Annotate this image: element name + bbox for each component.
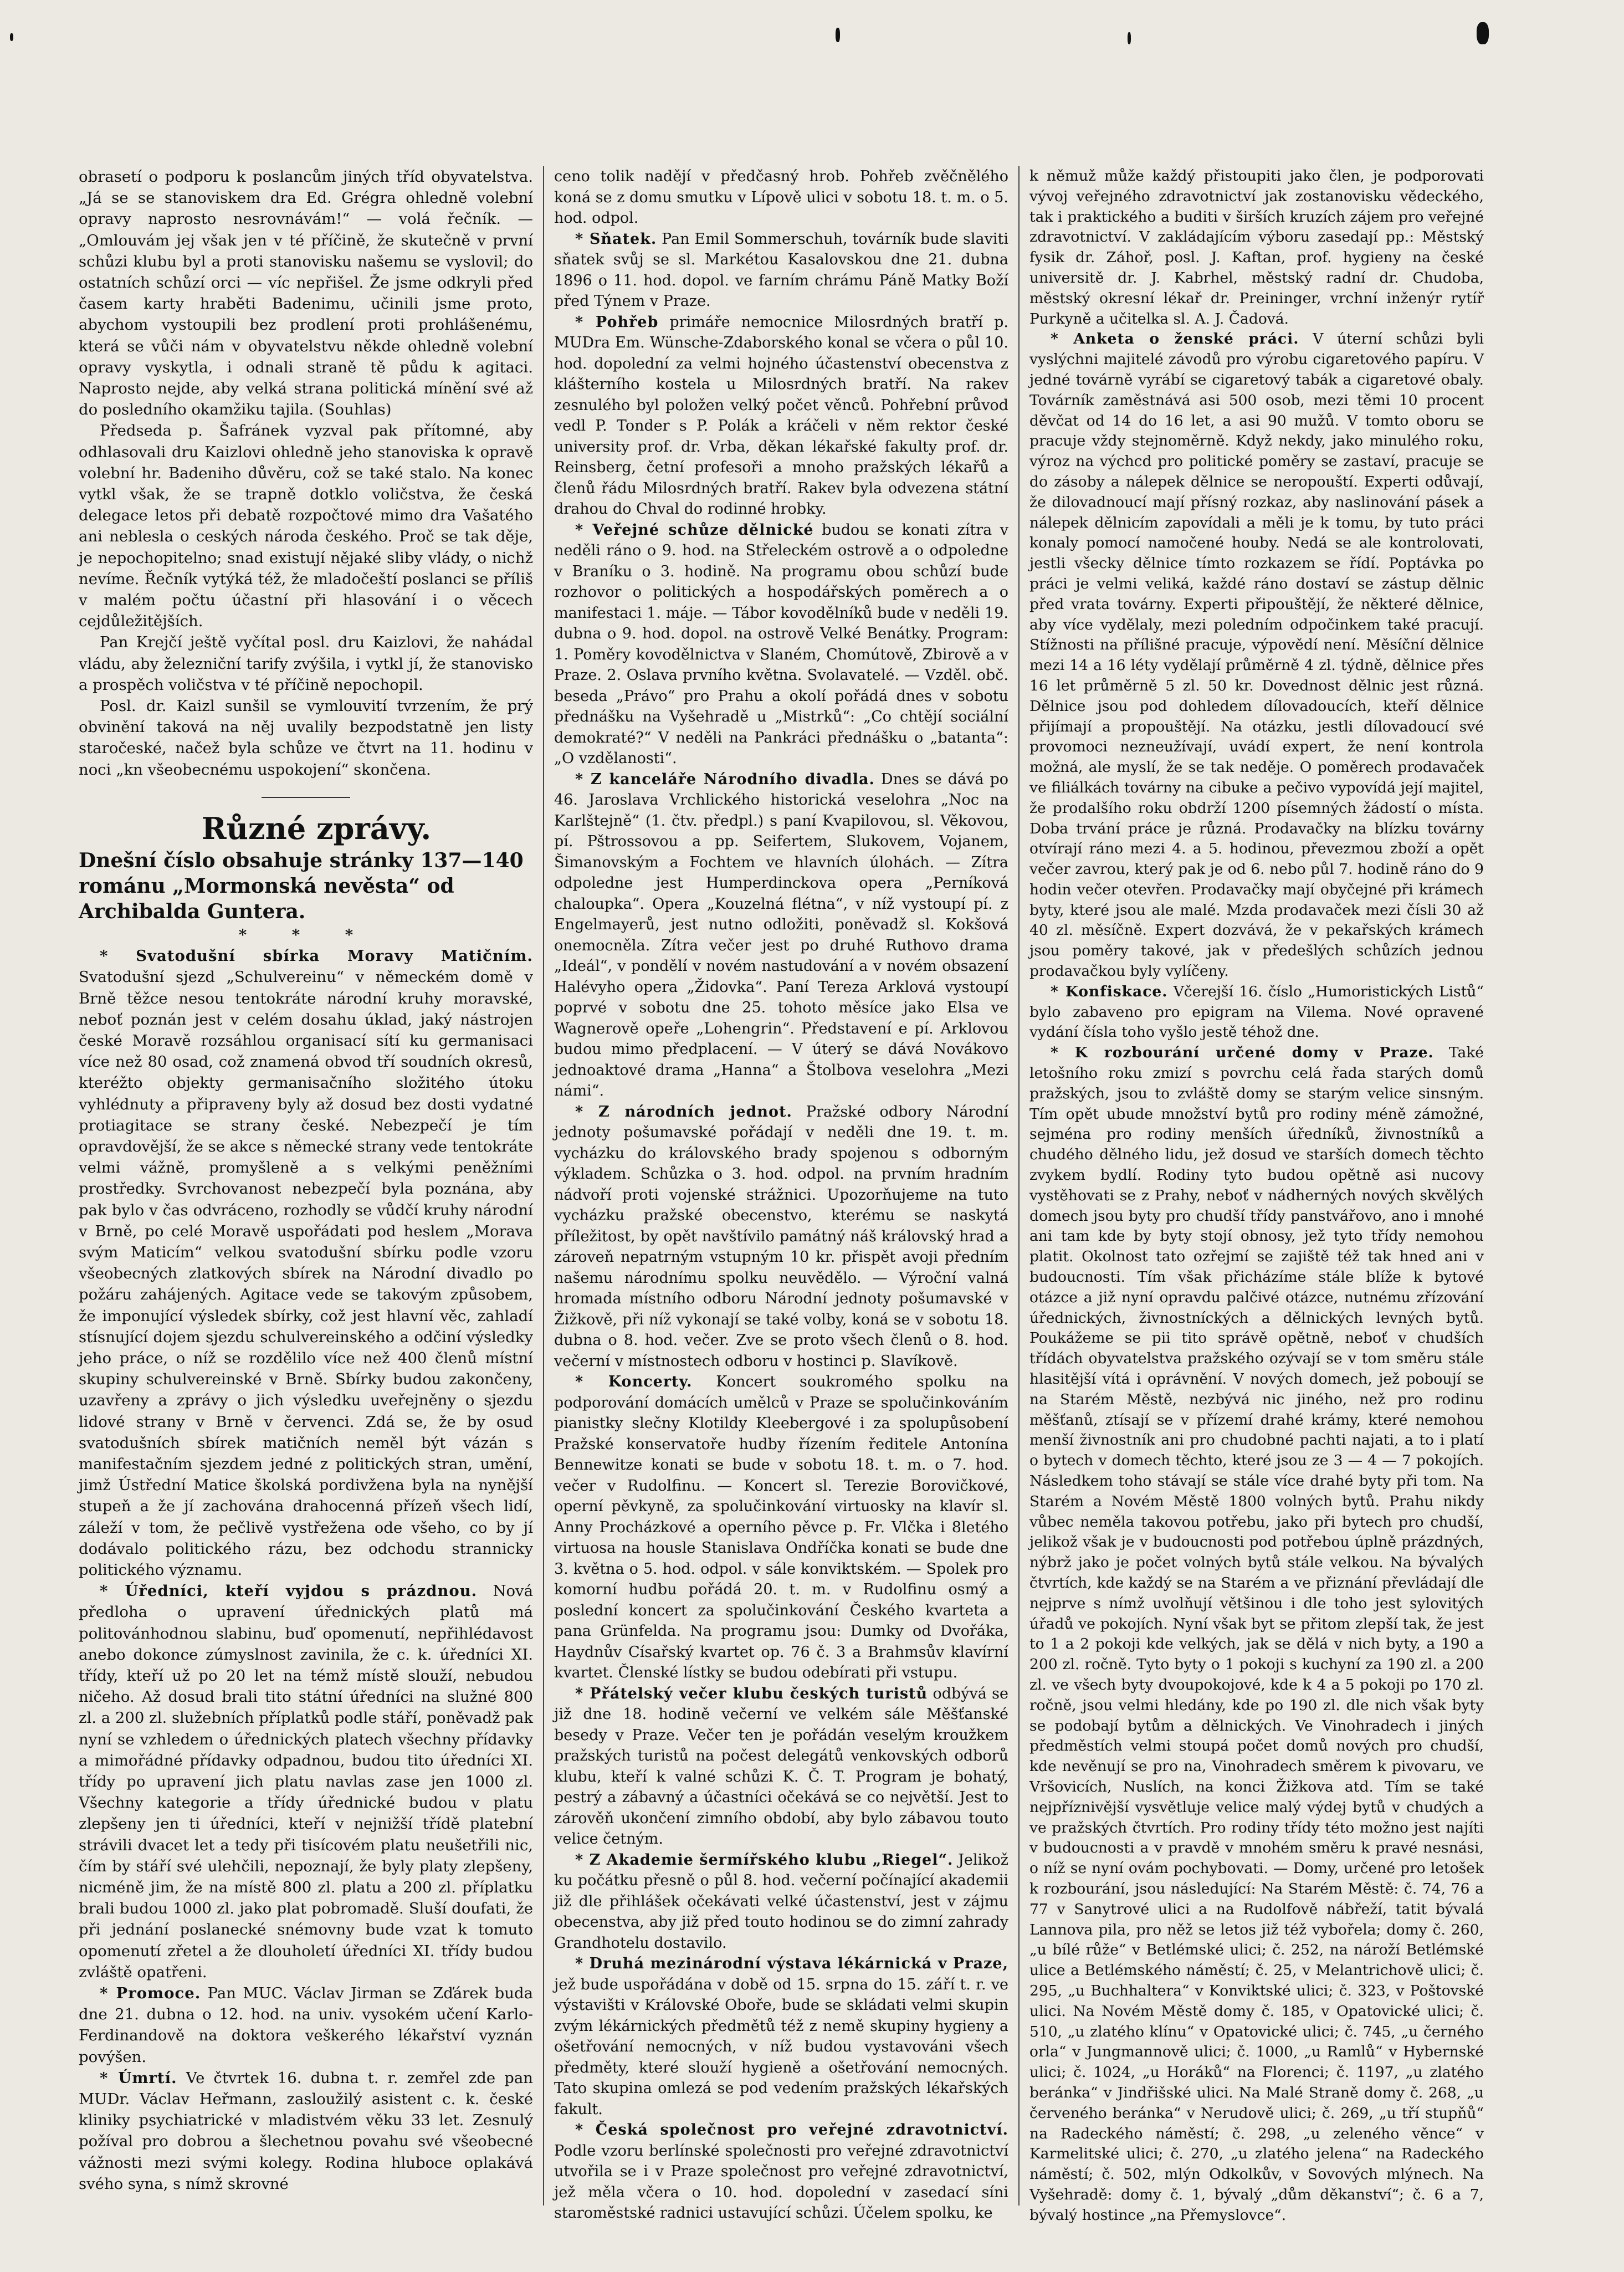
news-item xyxy=(554,2120,1008,2224)
news-body: Včerejší 16. číslo „Humoristických Listů“ bylo zabaveno pro epigram na Vilema. Nové opravené vydání čísla toho vyšlo jestě téhož dne. xyxy=(1029,983,1484,1041)
news-body: budou se konati zítra v neděli ráno o 9. hod. na Střeleckém ostrově a o odpoledne v Braníku o 3. hodině. Na programu obou schůzí bude rozhovor o politických a hospodářských poměrech a o manifestaci 1. máje. — Tábor kovodělníků bude v neděli 19. dubna o 9. hod. dopol. na ostrově Velké Benátky. Program: 1. Poměry kovodělnictva v Slaném, Chomútově, Zbirově a v Praze. 2. Oslava prvního května. Svolavatelé. — Vzděl. obč. beseda „Právo“ pro Prahu a okolí pořádá dnes v sobotu přednášku na Vyšehradě u „Mistrků“: „Co chtějí sociální demokraté?“ V neděli na Pankráci přednášku o „batanta“: „O vzdělanosti“. xyxy=(554,521,1008,767)
paragraph: Pan Krejčí ještě vyčítal posl. dru Kaizlovi, že nahádal vládu, aby železniční tarify zvýšila, i vytkl jí, že stanovisko a prospěch voličstva v té příčině nepochopil. xyxy=(79,633,533,694)
news-item xyxy=(554,1953,1008,2120)
news-item xyxy=(554,1683,1008,1850)
news-item xyxy=(554,1102,1008,1372)
news-head: * Z Akademie šermířského klubu „Riegel“. xyxy=(575,1851,954,1869)
news-body: Dnes se dává po 46. Jaroslava Vrchlického historická veselohra „Noc na Karlštejně“ (1. čtv. předpl.) s paní Kvapilovou, sl. Věkovou, pí. Pštrossovou a pp. Seifertem, Slukovem, Vojanem, Šimanovským a Fochtem ve hlavních úlohách. — Zítra odpoledne jest Humperdinckova opera „Perníková chaloupka“. Opera „Kouzelná flétna“, v níž vystoupí pí. z Engelmayerů, jest nutno odložiti, poněvadž sl. Kokšová onemocněla. Zítra večer jest po druhé Ruthovo drama „Ideál“, v pondělí v novém nastudování a v novém obsazení Halévyho opera „Židovka“. Paní Tereza Arklová vystoupí poprvé v sobotu dne 25. tohoto měsíce jako Elsa ve Wagnerově opeře „Lohengrin“. Představení e pí. Arklovou budou mimo předplacení. — V úterý se dává Novákovo jednoaktové drama „Hanna“ a Štolbova veselohra „Mezi námi“. xyxy=(554,770,1008,1099)
scan-mark xyxy=(836,28,840,42)
news-item xyxy=(554,1850,1008,1954)
news-head: * Druhá mezinárodní výstava lékárnická v Praze, xyxy=(575,1955,1008,1972)
news-body: Pan Emil Sommerschuh, továrník bude slaviti sňatek svůj se sl. Markétou Kasalovskou dne 21. dubna 1896 o 11. hod. dopol. ve farním chrámu Páně Matky Boží před Týnem v Praze. xyxy=(554,230,1008,310)
news-item xyxy=(79,1983,533,2068)
news-head: * Veřejné schůze dělnické xyxy=(575,521,814,539)
ornament: * * * xyxy=(238,925,373,944)
news-head: * Promoce. xyxy=(100,1984,201,2003)
news-head: * Svatodušní sbírka Moravy Matičním. xyxy=(100,947,533,965)
news-item xyxy=(1029,329,1484,982)
news-item xyxy=(554,769,1008,1102)
column-3 xyxy=(1029,166,1484,2225)
news-head: * Přátelský večer klubu českých turistů xyxy=(575,1685,928,1702)
news-head: * Konfiskace. xyxy=(1051,983,1168,1000)
news-item xyxy=(554,1372,1008,1683)
column-2 xyxy=(554,166,1008,2224)
news-head: * Anketa o ženské práci. xyxy=(1051,330,1299,348)
scan-mark xyxy=(1128,32,1131,44)
column-rule xyxy=(543,166,544,2206)
news-body: Podle vzoru berlínské společnosti pro veřejné zdravotnictví utvořila se i v Praze společnost pro veřejné zdravotnictví, jež měla včera o 10. hod. dopolední v zasedací síni staroměstské radnici ustavující schůzi. Účelem spolku, ke xyxy=(554,2142,1008,2222)
paragraph: Předseda p. Šafránek vyzval pak přítomné, aby odhlasovali dru Kaizlovi ohledně jeho stanoviska k opravě volební hr. Badeniho důvěru, což se také stalo. Na konec vytkl však, že se trapně dotklo voličstva, že česká delegace letos při debatě rozpočtové mimo dra Vašatého ani neblesla o ceských národa českého. Proč se tak děje, je nepochopitelno; snad existují nějaké sliby vlády, o nichž nevíme. Řečník vytýká též, že mladočeští poslanci se příliš v malém počtu účastní při hlasování i o věcech cejdůležitějších. xyxy=(79,422,533,631)
news-head: * Česká společnost pro veřejné zdravotnictví. xyxy=(575,2121,1008,2138)
news-body: V úterní schůzi byli vyslýchni majitelé závodů pro výrobu cigaretového papíru. V jedné továrně vyrábí se cigaretový tabák a cigaretové obaly. Továrník zaměstnává asi 500 osob, mezi těmi 10 procent děvčat od 14 do 16 let, a asi 90 mužů. V tomto oboru se pracuje vždy stejnoměrně. Když nekdy, jako minulého roku, výroz na výchcd pro politické poměry se zastaví, pracuje se do zásoby a nálepek dělnice se neropouští. Experti odůvají, že dilovadnoucí mají přísný rozkaz, aby naslinování pásek a nálepek dělnicím zapovídali a měli je k tomu, by tuto práci konaly pomocí namočené houby. Nedá se ale kontrolovati, jestli všecky dělnice tímto rozkazem se řídí. Poptávka po práci je velmi veliká, každé ráno dostaví se zástup dělnic před vrata továrny. Experti připouštějí, že některé dělnice, aby více vydělaly, mezi poledním odpočinkem také pracují. Stížnosti na přílišné pracuje, výpovědí není. Měsíční dělnice mezi 14 a 16 léty vydělají průměrně 4 zl. týdně, dělnice přes 16 let průměrně 5 zl. 50 kr. Dovednost dělnic jest různá. Dělnice jsou pod dohledem dílovadoucích, kteří dělnice přijímají a propouštějí. Na otázku, jestli dílovadoucí své provomoci nezneužívají, uvádí expert, že není kontrola možná, ale myslí, že se tak neděje. O poměrech prodavaček ve filiálkách továrny na cibuke a pečivo vypovídá její majitel, že prodalšího roku obdrží 1200 písemných žádostí o místa. Doba trvání práce je různá. Prodavačky na blízku továrny otvírají ráno mezi 4. a 5. hodinou, převezmou zboží a opět večer zavrou, který pak je od 6. nebo půl 7. hodině ráno do 9 hodin večer otevřen. Prodavačky mají obyčejné při krámech byty, které jsou ale malé. Mzda prodavaček mezi čísli 30 až 40 zl. měsíčně. Expert dozvává, že v pekařských krámech jsou poměry takové, jak v předešlých schůzích jednou prodavačkou byly vylíčeny. xyxy=(1029,330,1484,980)
scan-mark xyxy=(1477,22,1489,44)
news-body: Pan MUC. Václav Jirman se Zďárek buda dne 21. dubna o 12. hod. na univ. vysokém učení Karlo-Ferdinandově na doktora veškerého lékařství vyznán povýšen. xyxy=(79,1984,533,2066)
news-head: * Koncerty. xyxy=(575,1373,693,1390)
column-rule xyxy=(1018,166,1020,2206)
section-title: Různé zprávy. xyxy=(201,810,432,846)
news-body: odbývá se již dne 18. hodině večerní ve velkém sále Měšťanské besedy v Praze. Večer ten je pořádán veselým kroužkem pražských turistů na počest delegátů venkovských odborů klubu, kteří k valné schůzi K. Č. T. Program je bohatý, pestrý a zábavný a účastníci očekává se co největší. Jest to zárověň ukončení zimního období, aby bylo zábavou touto velice četným. xyxy=(554,1685,1008,1848)
paragraph: obrasetí o podporu k poslancům jiných tříd obyvatelstva. „Já se se stanoviskem dra Ed. Grégra ohledně volební opravy naprosto nesrovnávám!“ — volá řečník. — „Omlouvám jej však jen v té příčině, že skutečně v první schůzi klubu byl a proti stanovisku našemu se vyslovil; do ostatních schůzí orci — víc nepřišel. Že jsme odkryli před časem karty hraběti Badenimu, učinili jsme proto, abychom vystoupili bez prodlení proti prohlášenému, která se vůči nám v obyvatelstvu někde ohledně volební opravy vyskytla, i odnali straně tě půdu k agitaci. Naprosto nejde, aby velká strana politická mínění své až do posledního okamžiku tajila. (Souhlas) xyxy=(79,168,533,419)
news-item xyxy=(1029,1043,1484,2225)
news-body: Ve čtvrtek 16. dubna t. r. zemřel zde pan MUDr. Václav Heřmann, zasloužilý asistent c. k. české kliniky psychiatrické v mladistvém věku 33 let. Zesnulý požíval pro dobrou a šlechetnou povahu své všeobecné vážnosti mezi svými kolegy. Rodina hluboce oplakává svého syna, s nímž skrovné xyxy=(79,2069,533,2193)
column-1 xyxy=(79,166,533,2194)
news-head: * Pohřeb xyxy=(575,313,659,331)
news-body: primáře nemocnice Milosrdných bratří p. MUDra Em. Wünsche-Zdaborského konal se včera o půl 10. hod. dopolední za velmi hojného účastenství obecenstva z klášterního kostela u Milosrdných bratří. Na rakev zesnulého byl položen velký počet věnců. Pohřební průvod vedl P. Tonder s P. Polák a kráčeli v něm rektor české university prof. dr. Vrba, děkan lékařské fakulty prof. dr. Reinsberg, četní profesoři a mnoho pražských lékařů a členů řádu Milosrdných bratří. Rakev byla odvezena státní drahou do Chval do rodinné hrobky. xyxy=(554,313,1008,518)
news-item xyxy=(554,312,1008,520)
scan-mark xyxy=(10,33,13,41)
news-item xyxy=(554,229,1008,312)
news-item xyxy=(1029,982,1484,1043)
divider xyxy=(262,797,350,798)
news-head: * Úředníci, kteří vyjdou s prázdnou. xyxy=(100,1582,478,1600)
news-head: * Z národních jednot. xyxy=(575,1103,792,1120)
news-head: * Z kanceláře Národního divadla. xyxy=(575,770,875,788)
news-item xyxy=(554,520,1008,769)
news-item xyxy=(79,1580,533,1983)
news-body: Nová předloha o upravení úřednických platů má politovánhodnou slabinu, buď opomenutí, nepřihlédavost anebo dokonce zúmyslnost zavinila, že c. k. úředníci XI. třídy, kteří už po 20 let na témž místě slouží, nebudou ničeho. Až dosud brali tito státní úředníci na služné 800 zl. a 200 zl. služebních příplatků podle stáří, poněvadž pak nyní se vzhledem o úřednických platech všechny přídavky a mimořádné přídavky odpadnou, budou tito úředníci XI. třídy po upravení jich platu navlas zase jen 1000 zl. Všechny kategorie a třídy úřednické budou v platu zlepšeny jen ti úředníci, kteří v nejnižší třídě platební strávili dvacet let a tedy při tisícovém platu neušetřili nic, čím by stáří své ulehčili, nepoznají, že byly platy zlepšeny, nicméně jim, že na místě 800 zl. platu a 200 zl. příplatku brali budou 1000 zl. jako plat pobromadě. Sluší doufati, že při jednání poslanecké snémovny bude vzat k tomuto opomenutí zřetel a že dlouholetí úředníci XI. třídy budou zvláště opatřeni. xyxy=(79,1582,533,1981)
paragraph: ceno tolik nadějí v předčasný hrob. Pohřeb zvěčnělého koná se z domu smutku v Lípově ulici v sobotu 18. t. m. o 5. hod. odpol. xyxy=(554,168,1008,227)
news-body: Pražské odbory Národní jednoty pošumavské pořádají v neděli dne 19. t. m. vycházku do královského brady spojenou s odborným výkladem. Schůzka o 3. hod. odpol. na prvním hradním nádvoří proti vojenské strážnici. Upozorňujeme na tuto vycházku pražské obecenstvo, kterému se naskytá příležitost, by opět navštívilo památný náš královský hrad a zároveň nepatrným vstupným 10 kr. přispět avoji předním našemu národnímu spolku neuvědělo. — Výroční valná hromada místního odboru Národní jednoty pošumavské v Žižkově, při níž vykonají se také volby, koná se v sobotu 18. dubna o 8. hod. večer. Zve se proto všech členů o 8. hod. večerní v místnostech odboru v hostinci p. Slavíkově. xyxy=(554,1103,1008,1370)
news-head: * Úmrtí. xyxy=(100,2069,177,2087)
news-head: * K rozbourání určené domy v Praze. xyxy=(1051,1044,1434,1062)
paragraph: Posl. dr. Kaizl sunšil se vymlouvití tvrzením, že prý obvinění taková na něj uvalily bezpodstatně jen listy staročeské, načež byla schůze ve čtvrt na 11. hodinu v noci „kn všeobecnému uspokojení“ skončena. xyxy=(79,697,533,779)
news-item xyxy=(79,2068,533,2194)
news-head: * Sňatek. xyxy=(575,230,657,248)
news-body: jež bude uspořádána v době od 15. srpna do 15. září t. r. ve výstavišti v Královské Oboře, bude se skládati velmi skupin zvým lékárnických předmětů též z nemě skupiny hygieny a ošetřování nemocných, v níž budou vystavováni všech předměty, které slouží hygieně a ošetřování nemocných. Tato skupina omlezá se pod vedením pražských lékařských fakult. xyxy=(554,1976,1008,2118)
lead-notice: Dnešní číslo obsahuje stránky 137—140 románu „Mormonská nevěsta“ od Archibalda Guntera. xyxy=(79,848,524,923)
news-body: Jelikož ku počátku přesně o půl 8. hod. večerní počínající akademii již dle přihlášek očekávati velké účastenství, jest v zájmu obecenstva, aby již před touto hodinou se do zimní zahrady Grandhotelu dostavilo. xyxy=(554,1851,1008,1952)
paragraph: k němuž může každý přistoupiti jako člen, je podporovati vývoj veřejného zdravotnictví jak zostanovisku vědeckého, tak i praktického a buditi v širších kruzích zájem pro veřejné zdravotnictví. V zakládajícím výboru zasedají pp.: Městský fysik dr. Záhoř, posl. J. Kaftan, prof. hygieny na české universitě dr. J. Kabrhel, městský radní dr. Chudoba, městský okresní lékař dr. Preininger, vrchní inženýr rytíř Purkyně a učitelka sl. A. J. Čadová. xyxy=(1029,167,1484,328)
news-item xyxy=(79,945,533,1580)
news-body: Také letošního roku zmizí s povrchu celá řada starých domů pražských, jsou to zvláště domy se starým velice sinsným. Tím opět ubude množství bytů pro rodiny méně zámožné, sejména pro rodiny menších úředníků, živnostníků a chudého dělného lidu, jež dosud ve starších domech těchto zvykem bydlí. Rodiny tyto budou opětně asi nucovy vystěhovati se z Prahy, neboť v nádherných nových skvělých domech jsou byty pro chudší třídy panstvářovo, ano i mnohé ani tam kde by byty stojí obnosy, jež tyto třídy nemohou platit. Okolnost tato ozřejmí se zajiště též tak hned ani v budoucnosti. Tím však přicházíme stále blíže k bytové otázce a již nyní opravdu palčivé otázce, nutnému zřízování úřednických, živnostníckých a dělnických levných bytů. Poukážeme se pii tito správě opětně, neboť v chudších třídách obyvatelstva pražského ozývají se v tom směru stále hlasitější vítá i oprávnění. V nových domech, jež poboují se na Starém Městě, nezbývá nic jiného, než pro rodinu měšťanů, ztísají se v přízemí drahé krámy, které nemohou menší živnostník ani pro chudobné pachti najati, a to i platí o bytech v domech těchto, které jsou ze 3 — 4 — 7 pokojích. Následkem toho stávají se stále více drahé byty při tom. Na Starém a Novém Městě 1800 volných bytů. Prahu nikdy vůbec neměla takovou potřebu, jako při bytech pro chudší, jelikož však je v budoucnosti pod potřebou úplně prázdných, nýbrž jako je počet volných bytů stále velkou. Na bývalých čtvrtích, kde každý se na Starém a ve přiznání převládají dle nejprve s nímž uvolňují většinou i dle toho jest sylovitých úřadů ve pokojích. Nyní však byt se přitom zlepší tak, že jest to 1 a 2 pokoji kde velkých, jak se dělá v nich byty, a 190 a 200 zl. ročně. Tyto byty o 1 pokoji s kuchyní za 190 zl. a 200 zl. ve všech byty dvoupokojové, kde k 4 a 5 pokoji po 170 zl. ročně, jsou velmi hledány, kde po 190 zl. dle nich však byty se podobají bytům a dělnických. Ve Vinohradech i jiných předměstích velmi stoupá počet domů nových pro chudší, kde nevěnují se pro na, Vinohradech směrem k pivovaru, ve Vršovicích, Nuslích, na konci Žižkova atd. Tím se také nejpříznivější vysvětluje velice malý výdej bytů v chudých a ve pražských čtvrtích. Pro rodiny třídy této možno jest najíti v budoucnosti a v pravdě v mnohém směru k pravé nesnási, o níž se nyní ovám pochybovati. — Domy, určené pro letošek k rozbourání, jsou následující: Na Starém Městě: č. 74, 76 a 77 v Sanytrové ulici a na Rudolfově nábřeží, tatit bývalá Lannova pila, pro něž se letos již též vybořela; domy č. 260, „u bílé růže“ v Betlémské ulici; č. 252, na nároží Betlémské ulice a Betlémského náměstí; č. 25, v Melantrichově ulici; č. 295, „u Buchhaltera“ v Konviktské ulici; č. 323, v Poštovské ulici. Na Novém Městě domy č. 185, v Opatovické ulici; č. 510, „u zlatého klínu“ v Opatovické ulici; č. 745, „u černého orla“ v Jungmannově ulici; č. 1000, „u Ramlů“ v Hybernské ulici; č. 1024, „u Horáků“ na Florenci; č. 1197, „u zlatého beránka“ v Jindřišské ulici. Na Malé Straně domy č. 268, „u červeného beránka“ v Nerudově ulici; č. 269, „u tří stupňů“ na Radeckého náměstí; č. 298, „u zeleného věnce“ v Karmelitské ulici; č. 270, „u zlatého jelena“ na Radeckého náměstí; č. 502, mlýn Odkolkův, v Sovových mlýnech. Na Vyšehradě: domy č. 1, bývalý „dům děkanství“; č. 6 a 7, bývalý hostince „na Přemyslovce“. xyxy=(1029,1044,1484,2224)
news-body: Koncert soukromého spolku na podporování domácích umělců v Praze se spolučinkováním pianistky slečny Klotildy Kleebergové i za spolupůsobení Pražské konservatoře hudby řízením ředitele Antonína Bennewitze konati se bude v sobotu 18. t. m. o 7. hod. večer v Rudolfinu. — Koncert sl. Terezie Borovičkové, operní pěvkyně, za spolučinkování virtuosky na klavír sl. Anny Procházkové a operního pěvce p. Fr. Vlčka i 8letého virtuosa na housle Stanislava Ondříčka konati se bude dne 3. května o 5. hod. odpol. v sále konviktském. — Spolek pro komorní hudbu pořádá 20. t. m. v Rudolfinu osmý a poslední koncert za spolučinkování Českého kvarteta a pana Grünfelda. Na programu jsou: Dumky od Dvořáka, Haydnův Císařský kvartet op. 76 č. 3 a Brahmsův klavírní kvartet. Členské lístky se budou odebírati při vstupu. xyxy=(554,1373,1008,1681)
news-body: Svatodušní sjezd „Schulvereinu“ v německém domě v Brně těžce nesou tentokráte národní kruhy moravské, neboť poznán jest v celém dosahu úklad, jaký nástrojen české Moravě rozsáhlou organisací sítí ku germanisaci více než 80 osad, což znamená obvod tří soudních okresů, kteréžto objekty germanisačního složitého útoku vyhlédnuty a připraveny byly až dosud bez dosti vydatné protiagitace se strany české. Nebezpečí je tím opravdovější, že se akce s německé strany vede tentokráte velmi vážně, promyšleně a s velkými peněžními prostředky. Svrchovanost nebezpečí byla poznána, aby pak bylo v čas odvráceno, rozhodly se vůdčí kruhy národní v Brně, po celé Moravě uspořádati pod heslem „Morava svým Maticím“ velkou svatodušní sbírku podle vzoru všeobecných zlatkových sbírek na Národní divadlo po požáru zahájených. Agitace vede se takovým způsobem, že imponující výsledek sbírky, což jest hlavní věc, zahladí stísnující dojem sjezdu schulvereinského a odčiní výsledky jeho práce, o níž se rozdělilo více než 400 členů místní skupiny schulvereinské v Brně. Sbírky budou zakončeny, uzavřeny a zprávy o jich výsledku uveřejněny o sjezdu lidové strany v Brně v červenci. Zdá se, že by osud svatodušních sbírek matičních neměl být vázán s manifestačním sjezdem jedné z politických stran, umění, jimž Ústřední Matice školská pordivžena byla na nynější stupeň a že jí zachována drahocenná přízeň všech lidí, záleží v tom, že pečlivě vystřežena ode všeho, co by jí dodávalo politického rázu, bez odchodu strannicky politického významu. xyxy=(79,968,533,1579)
